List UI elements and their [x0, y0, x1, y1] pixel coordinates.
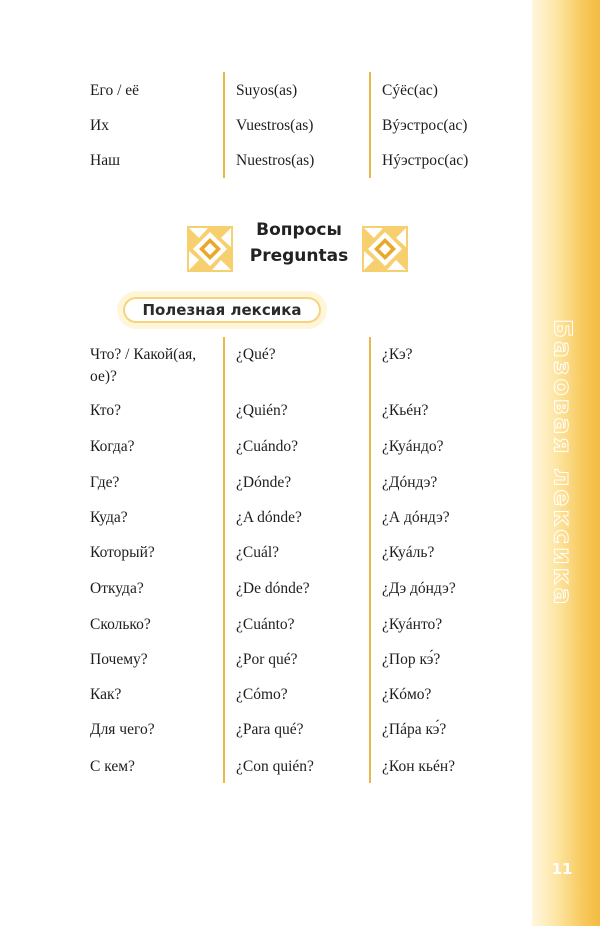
russian-word: Их: [90, 117, 109, 134]
pronunciation: ¿Кóмо?: [382, 686, 432, 703]
russian-word: Для чего?: [90, 721, 155, 738]
spanish-word: ¿Dónde?: [236, 474, 292, 491]
useful-vocabulary-label: [117, 291, 327, 329]
spanish-word: Vuestros(as): [236, 117, 314, 134]
spanish-word: ¿Qué?: [236, 346, 276, 363]
column-divider: [369, 72, 371, 178]
spanish-word: ¿Con quién?: [236, 758, 314, 775]
pronunciation: ¿Кьéн?: [382, 402, 429, 419]
column-divider: [223, 337, 225, 783]
column-divider: [223, 72, 225, 178]
russian-word: Наш: [90, 152, 121, 169]
column-divider: [369, 337, 371, 783]
pronunciation: ¿Дэ дóндэ?: [382, 580, 456, 597]
spanish-word: ¿De dónde?: [236, 580, 310, 597]
pronunciation: ¿Пáра кэ́?: [382, 721, 447, 738]
russian-word: Почему?: [90, 651, 148, 668]
pronunciation: ¿Куáль?: [382, 544, 435, 561]
side-title: [548, 318, 578, 608]
russian-word: Куда?: [90, 509, 128, 526]
pronunciation: ¿Куáндо?: [382, 438, 444, 455]
spanish-word: Suyos(as): [236, 82, 298, 99]
russian-word: Как?: [90, 686, 122, 703]
pronunciation: Нýэстрос(ас): [382, 152, 469, 169]
side-title-text: Базовая лексика: [548, 318, 578, 608]
russian-word: Откуда?: [90, 580, 144, 597]
russian-word: С кем?: [90, 758, 135, 775]
russian-word: Где?: [90, 474, 120, 491]
russian-word: Кто?: [90, 402, 121, 419]
spanish-word: ¿Cuánto?: [236, 616, 295, 633]
pronunciation: ¿Кэ?: [382, 346, 413, 363]
pronunciation: ¿Кон кьéн?: [382, 758, 456, 775]
russian-word: Который?: [90, 544, 155, 561]
pronunciation: ¿Пор кэ́?: [382, 651, 441, 668]
pronunciation: Вýэстрос(ас): [382, 117, 468, 134]
pronunciation: ¿Куáнто?: [382, 616, 443, 633]
pronunciation: ¿Дóндэ?: [382, 474, 438, 491]
page-number: 11: [551, 860, 573, 878]
spanish-word: ¿Para qué?: [236, 721, 304, 738]
pronunciation: Сýёс(ас): [382, 82, 438, 99]
russian-word: Сколько?: [90, 616, 151, 633]
spanish-word: ¿A dónde?: [236, 509, 302, 526]
section-title-spanish: Preguntas: [249, 246, 349, 266]
pronunciation: ¿А дóндэ?: [382, 509, 450, 526]
spanish-word: ¿Quién?: [236, 402, 288, 419]
russian-word: Когда?: [90, 438, 135, 455]
russian-word: Его / её: [90, 82, 140, 99]
russian-word: Что? / Какой(ая, ое)?: [90, 346, 197, 385]
spanish-word: ¿Cómo?: [236, 686, 288, 703]
spanish-word: Nuestros(as): [236, 152, 315, 169]
spanish-word: ¿Cuál?: [236, 544, 280, 561]
section-heading: [186, 216, 412, 278]
pill-label-text: Полезная лексика: [142, 301, 302, 319]
spanish-word: ¿Cuándo?: [236, 438, 298, 455]
spanish-word: ¿Por qué?: [236, 651, 298, 668]
section-title-russian: Вопросы: [256, 220, 342, 240]
